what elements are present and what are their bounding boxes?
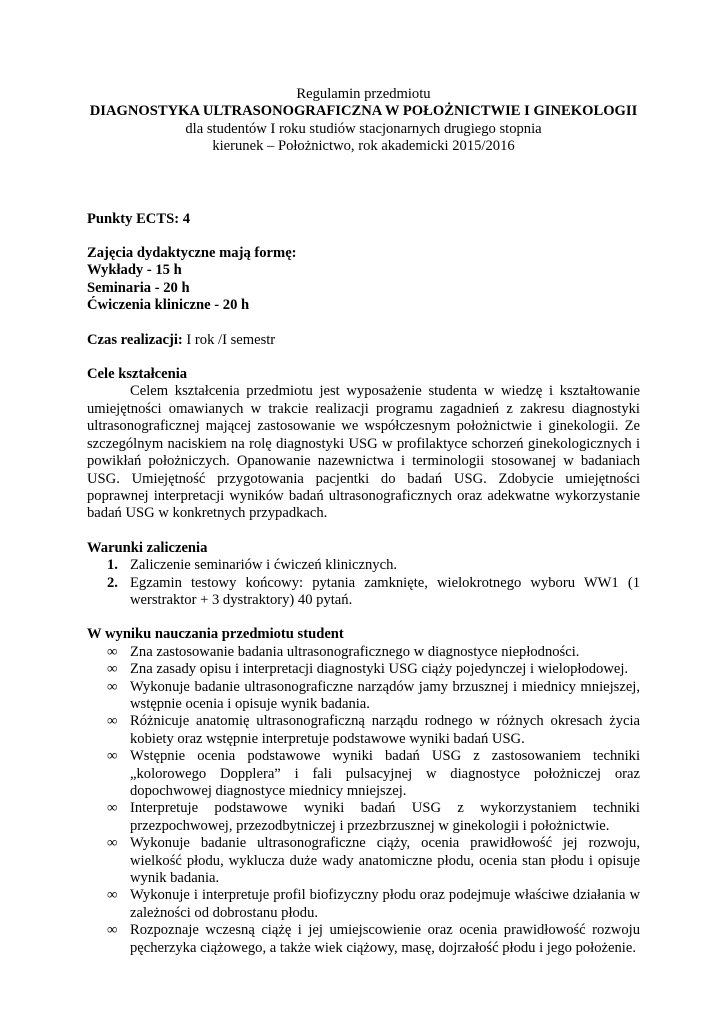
list-item: 2. Egzamin testowy końcowy: pytania zamknięte, wielokrotnego wyboru WW1 (1 werstraktor + 3 dystraktory) 40 pytań.: [107, 574, 640, 608]
infinity-bullet-icon: ∞: [107, 748, 118, 765]
list-item: ∞ Zna zastosowanie badania ultrasonograficznego w diagnostyce niepłodności.: [107, 643, 580, 660]
realization-label: Czas realizacji:: [87, 331, 183, 348]
doc-audience: dla studentów I roku studiów stacjonarnych drugiego stopnia: [185, 120, 542, 137]
conditions-list: [87, 557, 640, 609]
goals-heading: Cele kształcenia: [87, 366, 188, 383]
list-item: ∞ Wykonuje i interpretuje profil biofizyczny płodu oraz podejmuje właściwe działania w zależności od dobrostanu płodu.: [107, 887, 640, 921]
infinity-bullet-icon: ∞: [107, 678, 118, 695]
list-item: 1. Zaliczenie seminariów i ćwiczeń klinicznych.: [107, 557, 398, 574]
list-item: ∞ Interpretuje podstawowe wyniki badań USG z wykorzystaniem techniki przezpochwowej, przezodbytniczej i przezbrzusznej w ginekologii i położnictwie.: [107, 800, 640, 834]
goals-text: Celem kształcenia przedmiotu jest wyposażenie studenta w wiedzę i kształtowanie umiejętności omawianych w trakcie realizacji programu zagadnień z zakresu diagnostyki ultrasonograficznej mającej zastosowanie we współczesnym położnictwie i ginekologii. Ze szczególnym naciskiem na rolę diagnostyki USG w profilaktyce schorzeń ginekologicznych i powikłań położniczych. Opanowanie nazewnictwa i terminologii stosowanej w badaniach USG. Umiejętność przygotowania pacjentki do badań USG. Zdobycie umiejętności poprawnej interpretacji wyników badań ultrasonograficznych oraz adekwatne wykorzystanie badań USG w konkretnych przypadkach.: [87, 383, 640, 522]
doc-course: kierunek – Położnictwo, rok akademicki 2015/2016: [212, 138, 515, 155]
list-item: ∞ Wykonuje badanie ultrasonograficzne narządów jamy brzusznej i miednicy mniejszej, wstępnie ocenia i opisuje wynik badania.: [107, 678, 640, 712]
infinity-bullet-icon: ∞: [107, 800, 118, 817]
outcomes-list: [87, 644, 640, 957]
list-item: ∞ Wstępnie ocenia podstawowe wyniki badań USG z zastosowaniem techniki „kolorowego Dopplera” i fali pulsacyjnej w diagnostyce położniczej oraz dopochwowej diagnostyce miednicy mniejszej.: [107, 748, 640, 799]
list-item: ∞ Rozpoznaje wczesną ciążę i jej umiejscowienie oraz ocenia prawidłowość rozwoju pęcherzyka ciążowego, a także wiek ciążowy, masę, dojrzałość płodu i jego położenie.: [107, 922, 640, 956]
classes-seminars: Seminaria - 20 h: [87, 279, 190, 296]
ects-points: Punkty ECTS: 4: [87, 210, 190, 227]
list-item: ∞ Zna zasady opisu i interpretacji diagnostyki USG ciąży pojedynczej i wielopłodowej.: [107, 661, 629, 678]
outcomes-heading: W wyniku nauczania przedmiotu student: [87, 626, 344, 643]
infinity-bullet-icon: ∞: [107, 887, 118, 904]
infinity-bullet-icon: ∞: [107, 835, 118, 852]
infinity-bullet-icon: ∞: [107, 922, 118, 939]
infinity-bullet-icon: ∞: [107, 713, 118, 730]
list-item: ∞ Różnicuje anatomię ultrasonograficzną narządu rodnego w różnych okresach życia kobiety oraz wstępnie interpretuje podstawowe wyniki badań USG.: [107, 713, 640, 747]
realization-value: I rok /I semestr: [182, 331, 276, 348]
list-item: ∞ Wykonuje badanie ultrasonograficzne ciąży, ocenia prawidłowość jej rozwoju, wielkość płodu, wyklucza duże wady anatomiczne płodu, ocenia stan płodu i opisuje wynik badania.: [107, 835, 640, 887]
infinity-bullet-icon: ∞: [107, 643, 118, 660]
document-page: [87, 86, 640, 957]
classes-lectures: Wykłady - 15 h: [87, 262, 182, 279]
conditions-heading: Warunki zaliczenia: [87, 539, 208, 556]
doc-subtitle: Regulamin przedmiotu: [296, 86, 431, 102]
classes-heading: Zajęcia dydaktyczne mają formę:: [87, 245, 297, 262]
doc-title: DIAGNOSTYKA ULTRASONOGRAFICZNA W POŁOŻNICTWIE I GINEKOLOGII: [89, 103, 638, 120]
infinity-bullet-icon: ∞: [107, 661, 118, 678]
classes-clinical: Ćwiczenia kliniczne - 20 h: [87, 297, 250, 314]
realization-time: [87, 332, 640, 349]
